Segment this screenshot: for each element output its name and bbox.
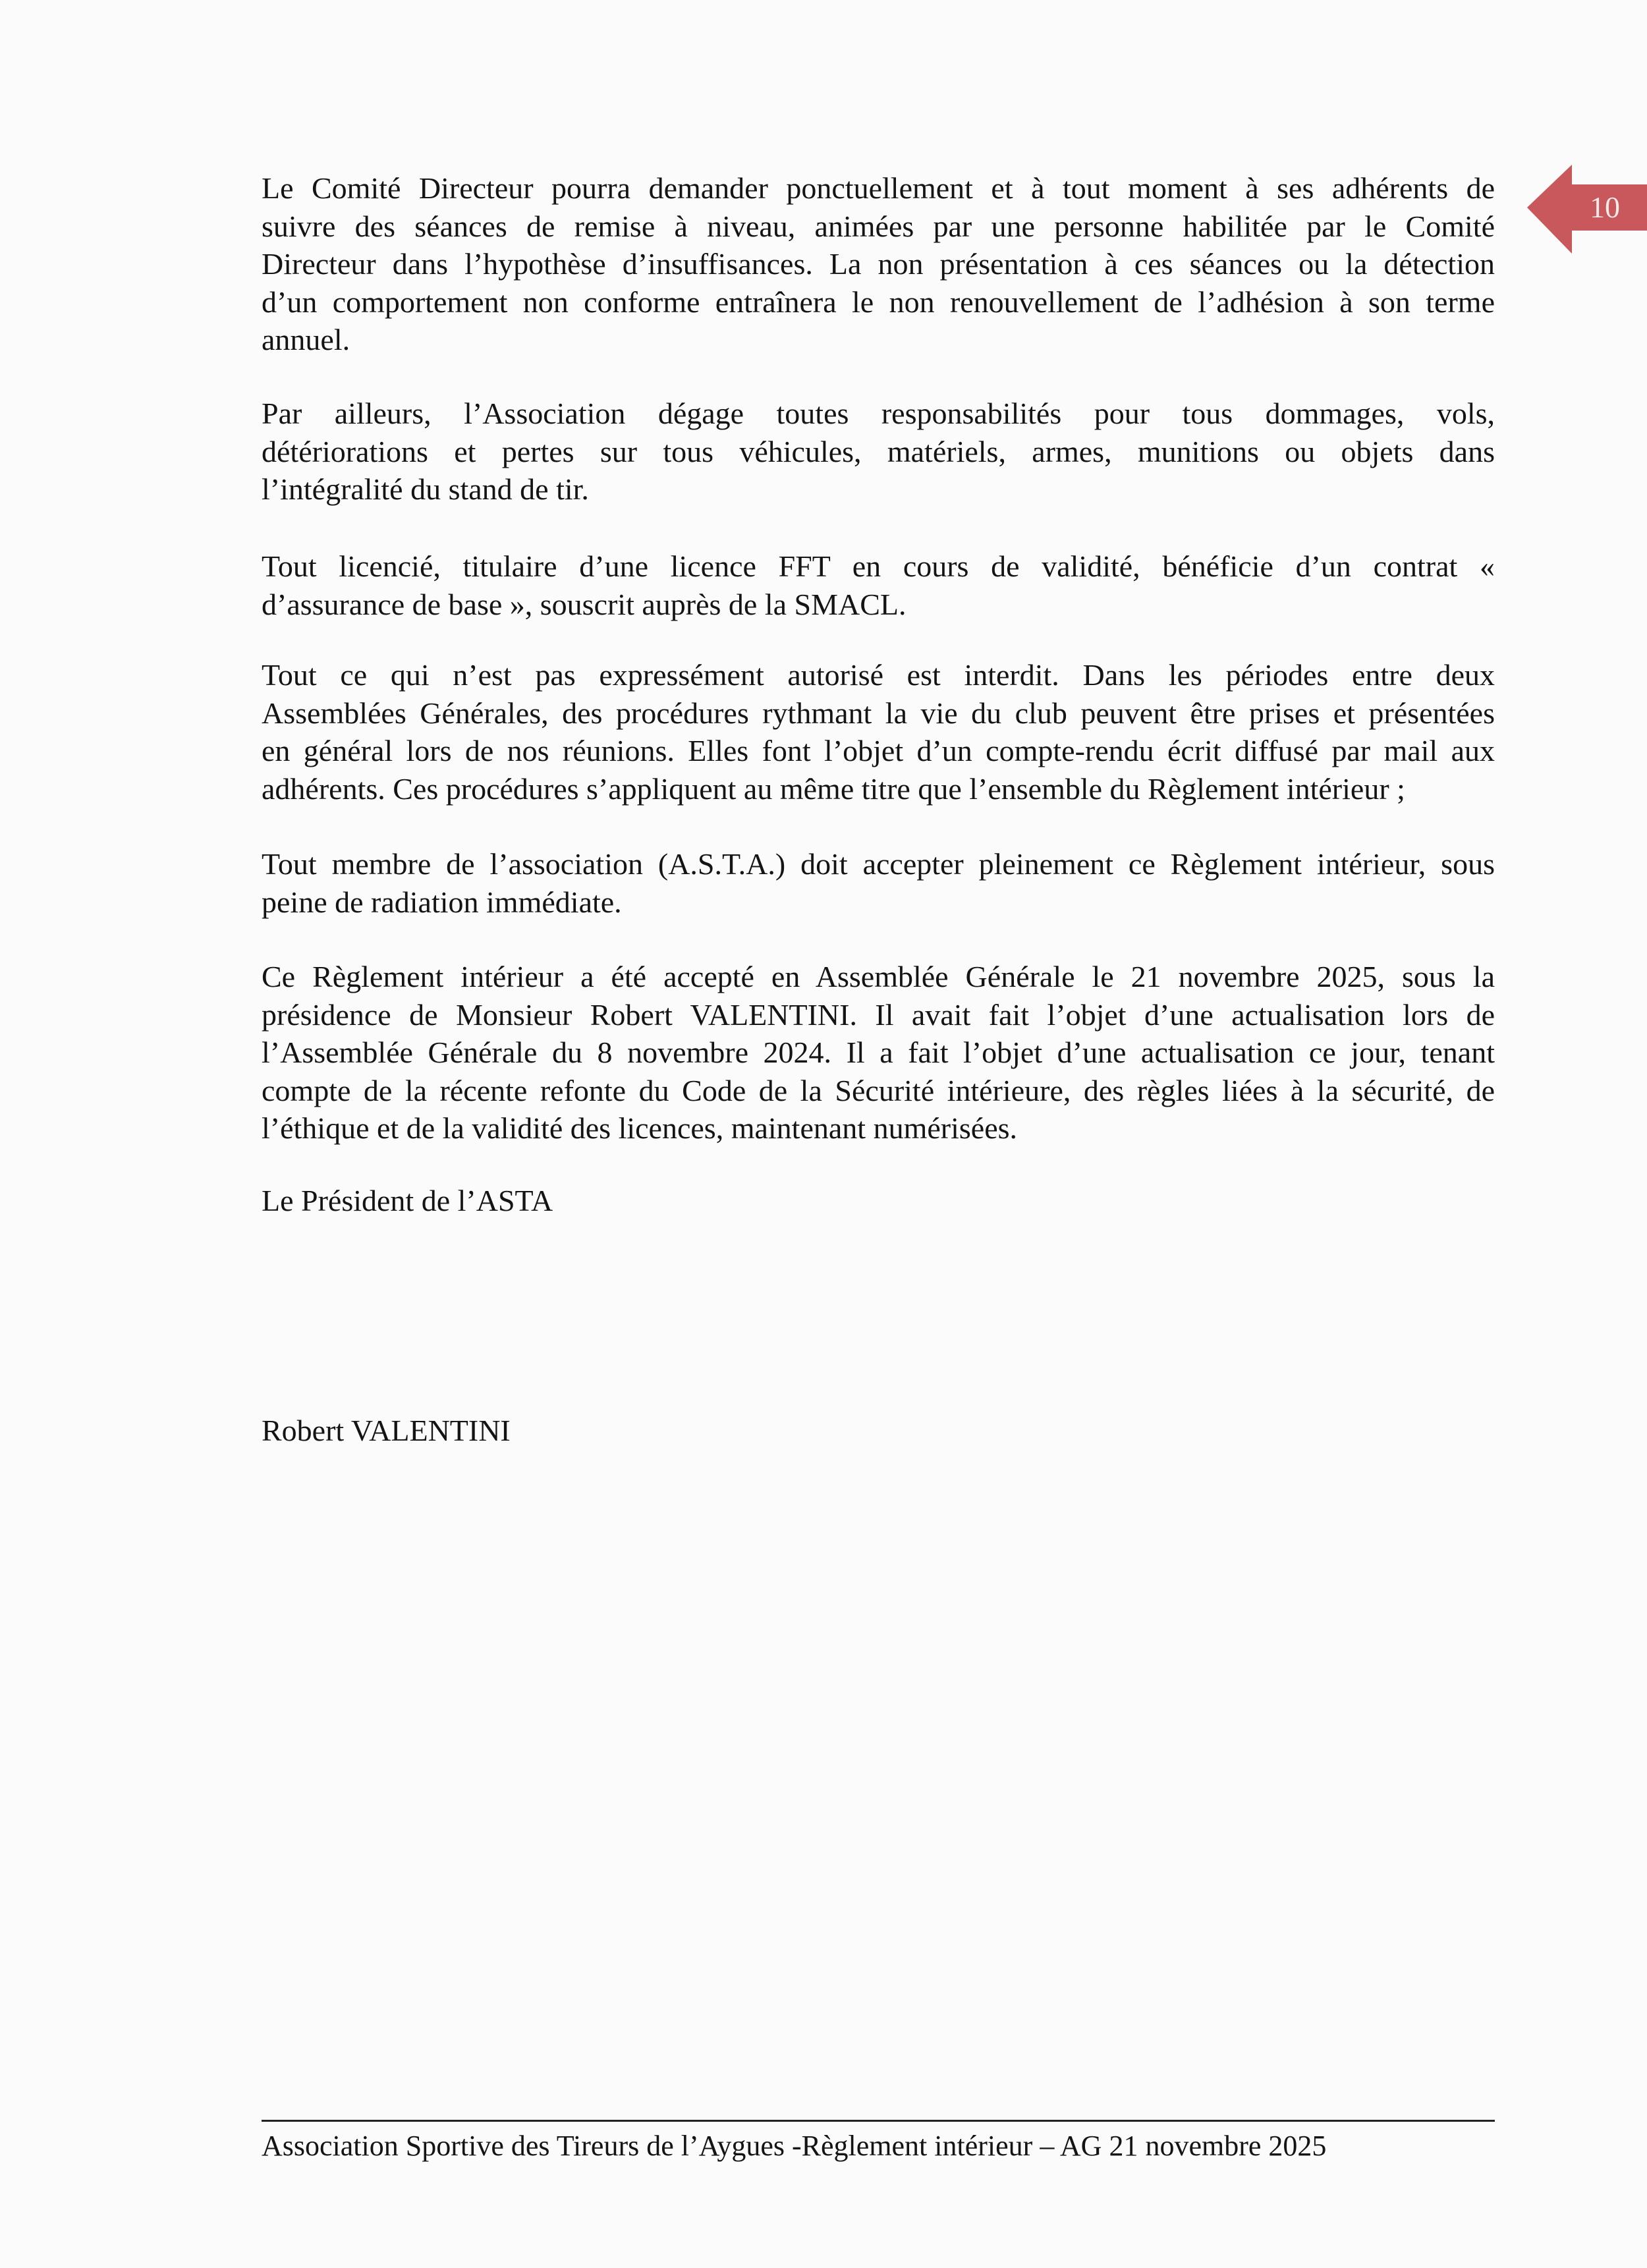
signature-title: Le Président de l’ASTA xyxy=(262,1184,553,1217)
text-line: Directeur dans l’hypothèse d’insuffisances. La non présentation à ces séances ou la détection xyxy=(262,247,1495,281)
footer-divider xyxy=(262,2120,1495,2122)
page-number: 10 xyxy=(1590,190,1620,224)
text-line: Par ailleurs, l’Association dégage toutes responsabilités pour tous dommages, vols, xyxy=(262,397,1495,430)
text-line: adhérents. Ces procédures s’appliquent au même titre que l’ensemble du Règlement intérieur ; xyxy=(262,771,1405,806)
paragraph-procedures xyxy=(262,656,1495,808)
paragraph-liability xyxy=(262,395,1495,509)
text-line: compte de la récente refonte du Code de la Sécurité intérieure, des règles liées à la sécurité, de xyxy=(262,1073,1495,1107)
left-arrow-icon xyxy=(1527,165,1647,254)
text-line: d’assurance de base », souscrit auprès de la SMACL. xyxy=(262,587,907,621)
text-line: Tout licencié, titulaire d’une licence FFT en cours de validité, bénéficie d’un contrat « xyxy=(262,549,1495,583)
text-line: Assemblées Générales, des procédures rythmant la vie du club peuvent être prises et présentées xyxy=(262,696,1495,730)
text-line: l’intégralité du stand de tir. xyxy=(262,472,589,506)
text-line: annuel. xyxy=(262,323,350,356)
signature-name: Robert VALENTINI xyxy=(262,1414,511,1447)
text-line: l’éthique et de la validité des licences, maintenant numérisées. xyxy=(262,1111,1018,1145)
text-line: présidence de Monsieur Robert VALENTINI. Il avait fait l’objet d’une actualisation lors de xyxy=(262,997,1495,1032)
paragraph-adoption xyxy=(262,958,1495,1148)
text-line: détériorations et pertes sur tous véhicules, matériels, armes, munitions ou objets dans xyxy=(262,434,1495,468)
paragraph-insurance xyxy=(262,547,1495,623)
text-line: peine de radiation immédiate. xyxy=(262,885,622,919)
paragraph-acceptance xyxy=(262,845,1495,921)
text-line: d’un comportement non conforme entraînera le non renouvellement de l’adhésion à son terme xyxy=(262,285,1495,319)
paragraph-refresher-sessions xyxy=(262,169,1495,359)
text-line: l’Assemblée Générale du 8 novembre 2024. Il a fait l’objet d’une actualisation ce jour, tenant xyxy=(262,1036,1495,1069)
text-line: Tout membre de l’association (A.S.T.A.) doit accepter pleinement ce Règlement intérieur, sous xyxy=(262,847,1495,881)
page-number-arrow-badge xyxy=(1527,165,1647,254)
page-footer: Association Sportive des Tireurs de l’Aygues -Règlement intérieur – AG 21 novembre 2025 xyxy=(262,2130,1327,2162)
text-line: suivre des séances de remise à niveau, animées par une personne habilitée par le Comité xyxy=(262,209,1495,243)
text-line: Tout ce qui n’est pas expressément autorisé est interdit. Dans les périodes entre deux xyxy=(262,658,1495,692)
text-line: Ce Règlement intérieur a été accepté en Assemblée Générale le 21 novembre 2025, sous la xyxy=(262,960,1495,993)
text-line: Le Comité Directeur pourra demander ponctuellement et à tout moment à ses adhérents de xyxy=(262,171,1495,205)
text-line: en général lors de nos réunions. Elles font l’objet d’un compte-rendu écrit diffusé par mail aux xyxy=(262,734,1495,767)
